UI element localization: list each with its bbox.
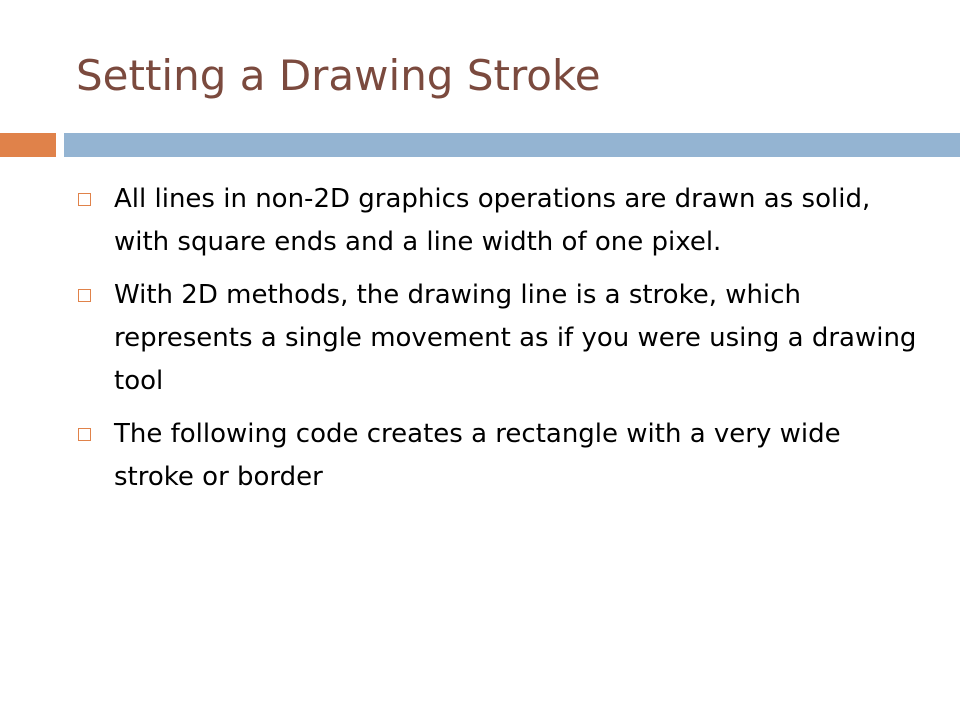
square-bullet-icon: [78, 289, 91, 302]
title-accent-bar-blue: [64, 133, 960, 157]
square-bullet-icon: [78, 193, 91, 206]
bullet-item: [76, 178, 926, 264]
bullet-text: The following code creates a rectangle with a very wide stroke or border: [114, 419, 841, 492]
bullet-list: [76, 178, 926, 509]
bullet-item: [76, 413, 926, 499]
title-accent-bar-orange: [0, 133, 56, 157]
slide-title: Setting a Drawing Stroke: [76, 51, 601, 100]
bullet-text: All lines in non-2D graphics operations are drawn as solid, with square ends and a line width of one pixel.: [114, 184, 871, 257]
bullet-item: [76, 274, 926, 403]
square-bullet-icon: [78, 428, 91, 441]
bullet-text: With 2D methods, the drawing line is a stroke, which represents a single movement as if you were using a drawing tool: [114, 280, 917, 396]
